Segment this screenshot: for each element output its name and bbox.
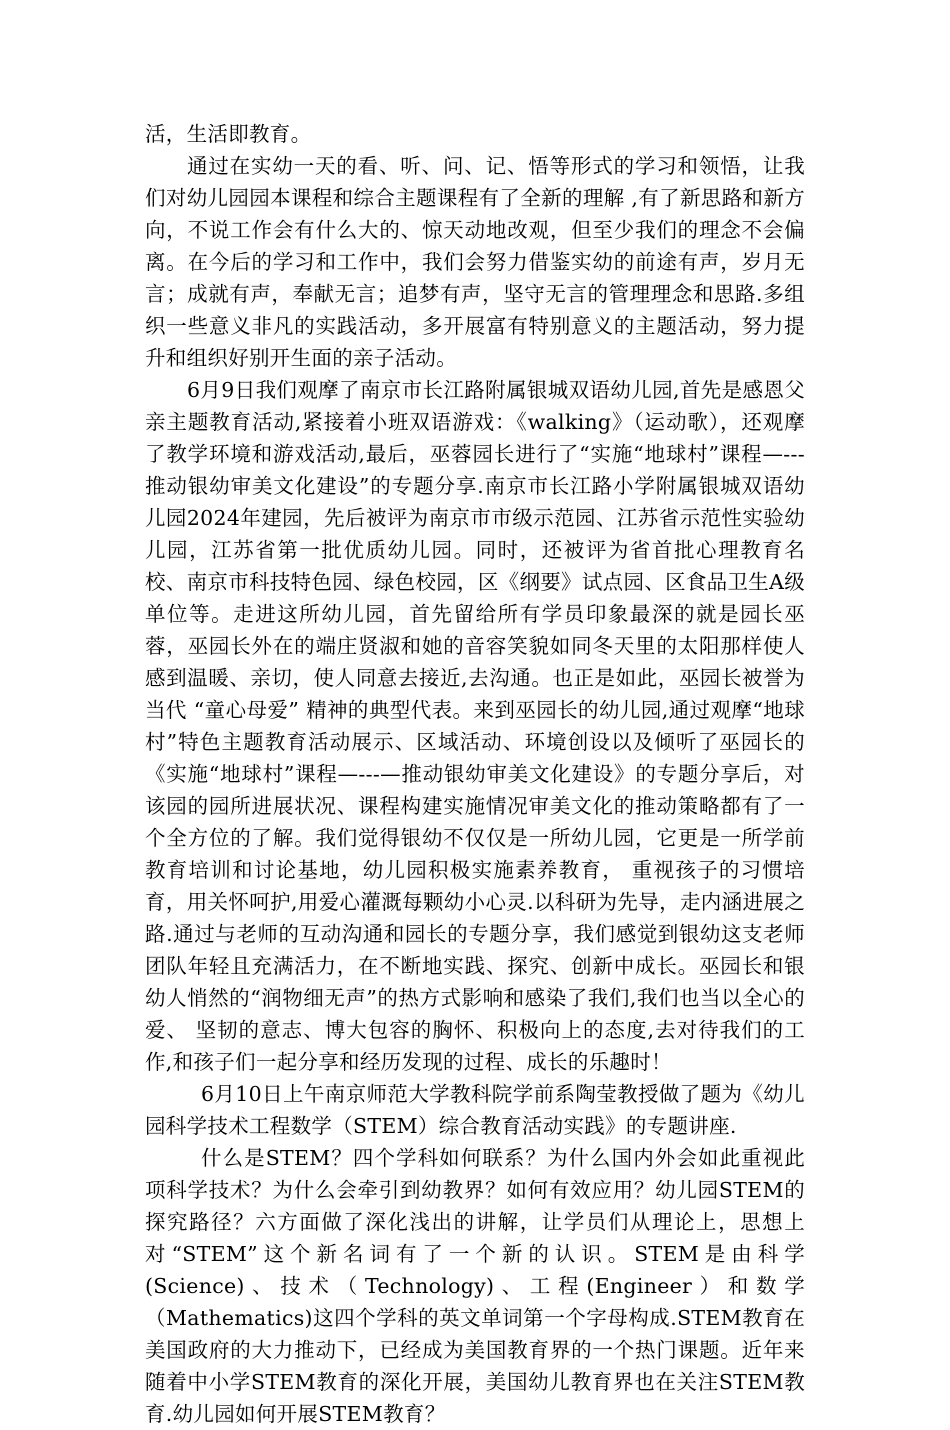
paragraph-5: 什么是STEM？四个学科如何联系？为什么国内外会如此重视此项科学技术？为什么会牵引到幼教界？如何有效应用？幼儿园STEM的探究路径？六方面做了深化浅出的讲解，让学员们从理论上，思想上对“STEM”这个新名词有了一个新的认识。STEM是由科学(Science)、技术（Technology)、工程(Engineer）和数学（Mathematics)这四个学科的英文单词第一个字母构成.STEM教育在美国政府的大力推动下，已经成为美国教育界的一个热门课题。近年来随着中小学STEM教育的深化开展，美国幼儿教育界也在关注STEM教育.幼儿园如何开展STEM教育？ — [145, 1146, 805, 1426]
paragraph-1: 活，生活即教育。 — [145, 122, 312, 146]
paragraph-2: 通过在实幼一天的看、听、问、记、悟等形式的学习和领悟，让我们对幼儿园园本课程和综合主题课程有了全新的理解 ,有了新思路和新方向，不说工作会有什么大的、惊天动地改观，但至少我们的理念不会偏离。在今后的学习和工作中，我们会努力借鉴实幼的前途有声，岁月无言；成就有声，奉献无言；追梦有声，坚守无言的管理理念和思路.多组织一些意义非凡的实践活动，多开展富有特别意义的主题活动，努力提升和组织好别开生面的亲子活动。 — [145, 154, 805, 370]
document-page — [145, 118, 805, 1430]
paragraph-3: 6月9日我们观摩了南京市长江路附属银城双语幼儿园,首先是感恩父亲主题教育活动,紧接着小班双语游戏：《walking》（运动歌），还观摩了教学环境和游戏活动,最后，巫蓉园长进行了“实施“地球村”课程—---推动银幼审美文化建设”的专题分享.南京市长江路小学附属银城双语幼儿园2024年建园，先后被评为南京市市级示范园、江苏省示范性实验幼儿园，江苏省第一批优质幼儿园。同时，还被评为省首批心理教育名校、南京市科技特色园、绿色校园，区《纲要》试点园、区食品卫生A级单位等。走进这所幼儿园，首先留给所有学员印象最深的就是园长巫蓉，巫园长外在的端庄贤淑和她的音容笑貌如同冬天里的太阳那样使人感到温暖、亲切，使人同意去接近,去沟通。也正是如此，巫园长被誉为当代 “童心母爱” 精神的典型代表。来到巫园长的幼儿园,通过观摩“地球村”特色主题教育活动展示、区域活动、环境创设以及倾听了巫园长的《实施“地球村”课程—---—推动银幼审美文化建设》的专题分享后，对该园的园所进展状况、课程构建实施情况审美文化的推动策略都有了一个全方位的了解。我们觉得银幼不仅仅是一所幼儿园，它更是一所学前教育培训和讨论基地，幼儿园积极实施素养教育， 重视孩子的习惯培育，用关怀呵护,用爱心灌溉每颗幼小心灵.以科研为先导，走内涵进展之路.通过与老师的互动沟通和园长的专题分享，我们感觉到银幼这支老师团队年轻且充满活力，在不断地实践、探究、创新中成长。巫园长和银幼人悄然的“润物细无声”的热方式影响和感染了我们,我们也当以全心的爱、 坚韧的意志、博大包容的胸怀、积极向上的态度,去对待我们的工作,和孩子们一起分享和经历发现的过程、成长的乐趣时！ — [145, 378, 805, 1074]
paragraph-4: 6月10日上午南京师范大学教科院学前系陶莹教授做了题为《幼儿园科学技术工程数学（STEM）综合教育活动实践》的专题讲座. — [145, 1082, 805, 1138]
